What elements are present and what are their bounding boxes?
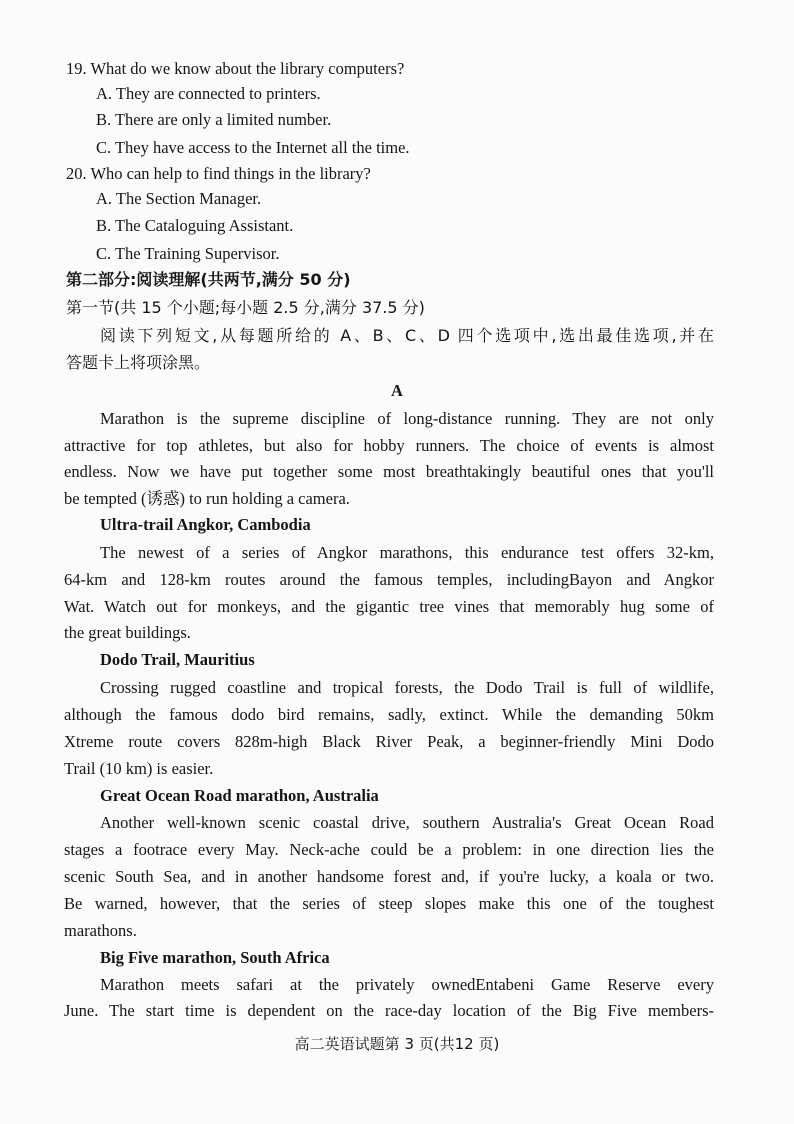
section1-title: 第一节(共 15 个小题;每小题 2.5 分,满分 37.5 分): [66, 298, 425, 317]
question-20-stem: 20. Who can help to find things in the library?: [66, 164, 371, 183]
ocean-line-2: stages a footrace every May. Neck-ache could be a problem: in one direction lies the: [64, 840, 714, 859]
angkor-line-2: 64-km and 128-km routes around the famous temples, includingBayon and Angkor: [64, 570, 714, 589]
intro-line-1: Marathon is the supreme discipline of long-distance running. They are not only: [100, 409, 714, 428]
question-19-option-b: B. There are only a limited number.: [96, 110, 332, 129]
dodo-line-2: although the famous dodo bird remains, sadly, extinct. While the demanding 50km: [64, 705, 714, 724]
bigfive-line-1: Marathon meets safari at the privately ownedEntabeni Game Reserve every: [100, 975, 714, 994]
ocean-line-3: scenic South Sea, and in another handsome forest and, if you're lucky, a koala or two.: [64, 867, 714, 886]
question-19-option-c: C. They have access to the Internet all the time.: [96, 138, 410, 157]
passage-label: A: [391, 381, 403, 400]
section-heading-great-ocean-road: Great Ocean Road marathon, Australia: [100, 786, 379, 805]
instruction-line-2: 答题卡上将项涂黑。: [66, 353, 211, 372]
question-20-option-c: C. The Training Supervisor.: [96, 244, 280, 263]
bigfive-line-2: June. The start time is dependent on the race-day location of the Big Five members-: [64, 1001, 714, 1020]
question-20-option-b: B. The Cataloguing Assistant.: [96, 216, 294, 235]
section-heading-dodo: Dodo Trail, Mauritius: [100, 650, 255, 669]
section-heading-angkor: Ultra-trail Angkor, Cambodia: [100, 515, 311, 534]
intro-line-2: attractive for top athletes, but also for hobby runners. The choice of events is almost: [64, 436, 714, 455]
question-19-option-a: A. They are connected to printers.: [96, 84, 321, 103]
part2-title: 第二部分:阅读理解(共两节,满分 50 分): [66, 270, 351, 289]
instruction-line-1: 阅读下列短文,从每题所给的 A、B、C、D 四个选项中,选出最佳选项,并在: [100, 326, 714, 345]
question-19-stem: 19. What do we know about the library computers?: [66, 59, 405, 78]
question-20-option-a: A. The Section Manager.: [96, 189, 262, 208]
ocean-line-4: Be warned, however, that the series of steep slopes make this one of the toughest: [64, 894, 714, 913]
intro-line-3: endless. Now we have put together some most breathtakingly beautiful ones that you'll: [64, 462, 714, 481]
page-footer: 高二英语试题第 3 页(共12 页): [294, 1035, 500, 1053]
angkor-line-3: Wat. Watch out for monkeys, and the gigantic tree vines that memorably hug some of: [64, 597, 714, 616]
intro-line-4: be tempted (诱惑) to run holding a camera.: [64, 489, 350, 508]
ocean-line-5: marathons.: [64, 921, 137, 940]
dodo-line-1: Crossing rugged coastline and tropical forests, the Dodo Trail is full of wildlife,: [100, 678, 714, 697]
angkor-line-1: The newest of a series of Angkor marathons, this endurance test offers 32-km,: [100, 543, 714, 562]
angkor-line-4: the great buildings.: [64, 623, 191, 642]
ocean-line-1: Another well-known scenic coastal drive, southern Australia's Great Ocean Road: [100, 813, 714, 832]
section-heading-big-five: Big Five marathon, South Africa: [100, 948, 330, 967]
dodo-line-4: Trail (10 km) is easier.: [64, 759, 214, 778]
dodo-line-3: Xtreme route covers 828m-high Black River Peak, a beginner-friendly Mini Dodo: [64, 732, 714, 751]
